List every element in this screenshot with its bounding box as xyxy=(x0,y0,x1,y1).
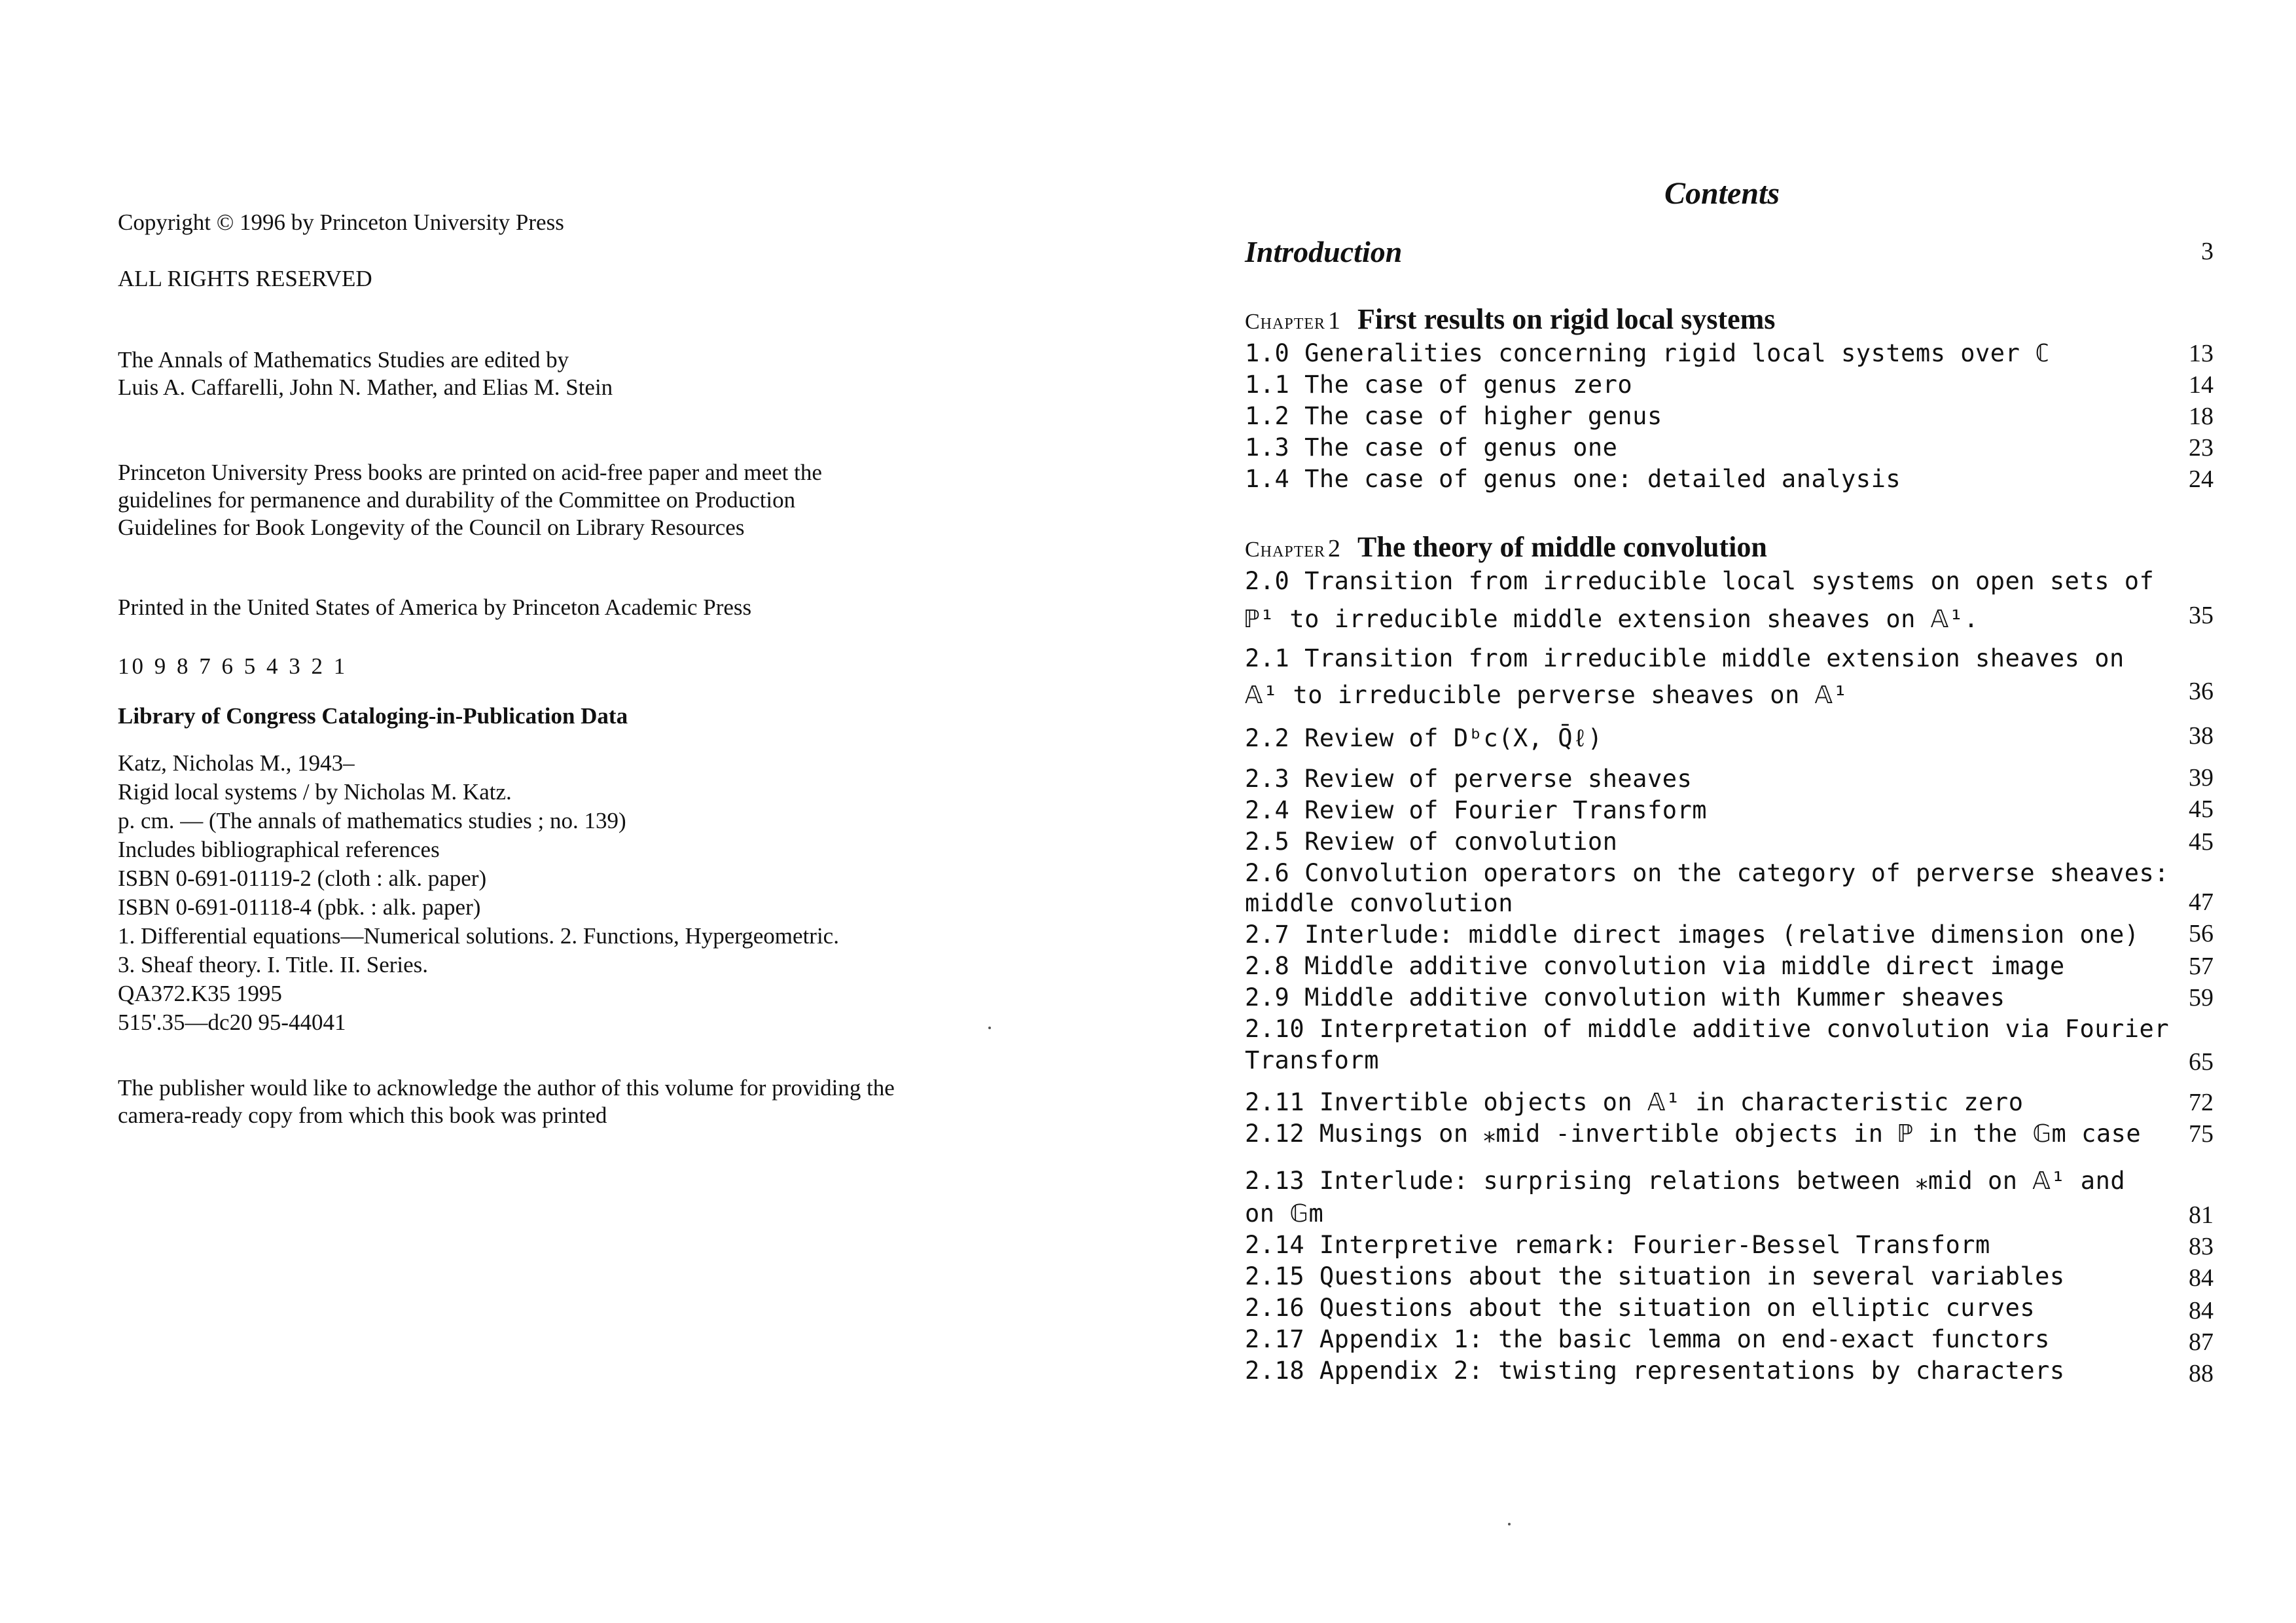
cip-heading: Library of Congress Cataloging-in-Publication Data xyxy=(118,703,628,729)
cip-line: Includes bibliographical references xyxy=(118,837,440,862)
paper-notice-line-1: Princeton University Press books are printed on acid-free paper and meet the xyxy=(118,460,822,485)
toc-introduction-page: 3 xyxy=(2201,238,2214,265)
toc-entry-page: 57 xyxy=(2189,953,2214,980)
toc-entry-page: 65 xyxy=(2189,1048,2214,1076)
toc-entry-page: 13 xyxy=(2189,340,2214,367)
toc-entry-page: 45 xyxy=(2189,828,2214,856)
printing-number-line: 10 9 8 7 6 5 4 3 2 1 xyxy=(118,653,348,679)
toc-entry-page: 38 xyxy=(2189,722,2214,750)
contents-page xyxy=(1148,0,2296,1623)
toc-entry-text: 2.17 Appendix 1: the basic lemma on end-exact functors xyxy=(1245,1325,2050,1353)
toc-entry-text: 1.0 Generalities concerning rigid local systems over ℂ xyxy=(1245,339,2050,367)
toc-entry-page: 56 xyxy=(2189,920,2214,947)
toc-entry-text: 𝔸¹ to irreducible perverse sheaves on 𝔸¹ xyxy=(1245,681,1848,709)
speck-mark xyxy=(1508,1523,1511,1525)
chapter-title: The theory of middle convolution xyxy=(1357,531,1767,563)
toc-entry-text: ℙ¹ to irreducible middle extension sheaves on 𝔸¹. xyxy=(1245,605,1979,633)
chapter-label: Chapter xyxy=(1245,538,1326,562)
chapter-2-heading xyxy=(1245,530,1767,564)
toc-entry-page: 83 xyxy=(2189,1233,2214,1260)
toc-entry-page: 81 xyxy=(2189,1201,2214,1229)
series-editors-line-2: Luis A. Caffarelli, John N. Mather, and Elias M. Stein xyxy=(118,374,613,400)
toc-entry-page: 18 xyxy=(2189,403,2214,430)
toc-entry-text: 2.0 Transition from irreducible local systems on open sets of xyxy=(1245,567,2155,595)
paper-notice-line-2: guidelines for permanence and durability of the Committee on Production xyxy=(118,487,796,513)
toc-entry-page: 36 xyxy=(2189,678,2214,705)
cip-line: ISBN 0-691-01118-4 (pbk. : alk. paper) xyxy=(118,894,481,920)
toc-entry-page: 45 xyxy=(2189,795,2214,823)
cip-line: Katz, Nicholas M., 1943– xyxy=(118,750,355,776)
contents-title: Contents xyxy=(1664,176,1780,211)
toc-entry-page: 35 xyxy=(2189,602,2214,629)
toc-entry-text: 1.1 The case of genus zero xyxy=(1245,371,1633,399)
toc-entry-page: 75 xyxy=(2189,1120,2214,1148)
cip-line: Rigid local systems / by Nicholas M. Katz. xyxy=(118,779,512,805)
toc-entry-text: 2.12 Musings on ⁎mid -invertible objects in ℙ in the 𝔾m case xyxy=(1245,1120,2142,1148)
printed-in-line: Printed in the United States of America by Princeton Academic Press xyxy=(118,594,752,620)
toc-entry-text: 2.1 Transition from irreducible middle extension sheaves on xyxy=(1245,644,2125,672)
toc-entry-text: 2.7 Interlude: middle direct images (relative dimension one) xyxy=(1245,921,2140,949)
toc-entry-page: 72 xyxy=(2189,1089,2214,1116)
toc-entry-text: 2.18 Appendix 2: twisting representations by characters xyxy=(1245,1357,2065,1385)
chapter-number: 2 xyxy=(1328,535,1341,562)
toc-entry-text: middle convolution xyxy=(1245,889,1513,917)
toc-introduction-label: Introduction xyxy=(1245,235,1403,268)
toc-entry-text: 1.4 The case of genus one: detailed analysis xyxy=(1245,465,1901,493)
toc-entry-page: 14 xyxy=(2189,371,2214,399)
chapter-1-heading xyxy=(1245,302,1775,336)
copyright-line: Copyright © 1996 by Princeton University Press xyxy=(118,210,564,235)
chapter-label: Chapter xyxy=(1245,310,1326,334)
rights-line: ALL RIGHTS RESERVED xyxy=(118,266,372,291)
toc-entry-text: 2.16 Questions about the situation on elliptic curves xyxy=(1245,1294,2036,1322)
chapter-title: First results on rigid local systems xyxy=(1357,303,1776,335)
cip-line: QA372.K35 1995 xyxy=(118,981,282,1006)
toc-entry-text: 2.2 Review of Dᵇc(X, Q̄ℓ) xyxy=(1245,724,1603,752)
toc-entry-text: 2.9 Middle additive convolution with Kummer sheaves xyxy=(1245,983,2005,1012)
chapter-number: 1 xyxy=(1328,307,1341,335)
toc-entry-page: 84 xyxy=(2189,1264,2214,1292)
toc-entry-text: on 𝔾m xyxy=(1245,1199,1324,1228)
toc-entry-text: 2.10 Interpretation of middle additive convolution via Fourier xyxy=(1245,1015,2170,1043)
cip-line: ISBN 0-691-01119-2 (cloth : alk. paper) xyxy=(118,866,487,891)
toc-entry-text: 2.13 Interlude: surprising relations between ⁎mid on 𝔸¹ and xyxy=(1245,1167,2126,1195)
toc-entry-text: 2.3 Review of perverse sheaves xyxy=(1245,765,1693,793)
toc-entry-page: 59 xyxy=(2189,984,2214,1012)
cip-line: 1. Differential equations—Numerical solutions. 2. Functions, Hypergeometric. xyxy=(118,923,839,949)
toc-entry-text: 2.14 Interpretive remark: Fourier-Bessel Transform xyxy=(1245,1231,1990,1259)
toc-entry-text: 2.4 Review of Fourier Transform xyxy=(1245,796,1708,824)
toc-entry-page: 84 xyxy=(2189,1297,2214,1324)
speck-mark xyxy=(988,1027,991,1029)
toc-entry-text: Transform xyxy=(1245,1046,1379,1074)
cip-line: 3. Sheaf theory. I. Title. II. Series. xyxy=(118,952,429,977)
toc-entry-page: 88 xyxy=(2189,1360,2214,1387)
toc-entry-page: 47 xyxy=(2189,888,2214,916)
toc-entry-page: 24 xyxy=(2189,465,2214,493)
toc-entry-page: 39 xyxy=(2189,764,2214,792)
cip-line: p. cm. — (The annals of mathematics studies ; no. 139) xyxy=(118,808,626,833)
cip-line: 515'.35—dc20 95-44041 xyxy=(118,1010,346,1035)
toc-entry-text: 2.15 Questions about the situation in several variables xyxy=(1245,1262,2065,1290)
toc-entry-text: 2.5 Review of convolution xyxy=(1245,828,1618,856)
toc-entry-text: 2.6 Convolution operators on the category of perverse sheaves: xyxy=(1245,859,2170,887)
toc-entry-text: 1.2 The case of higher genus xyxy=(1245,402,1662,430)
acknowledgement-line-1: The publisher would like to acknowledge the author of this volume for providing the xyxy=(118,1075,895,1101)
acknowledgement-line-2: camera-ready copy from which this book was printed xyxy=(118,1103,607,1128)
toc-entry-text: 1.3 The case of genus one xyxy=(1245,433,1618,462)
paper-notice-line-3: Guidelines for Book Longevity of the Council on Library Resources xyxy=(118,515,745,540)
toc-entry-text: 2.8 Middle additive convolution via middle direct image xyxy=(1245,952,2065,980)
toc-entry-page: 23 xyxy=(2189,434,2214,462)
toc-entry-text: 2.11 Invertible objects on 𝔸¹ in characteristic zero xyxy=(1245,1088,2024,1116)
toc-entry-page: 87 xyxy=(2189,1328,2214,1356)
series-editors-line-1: The Annals of Mathematics Studies are edited by xyxy=(118,347,569,373)
